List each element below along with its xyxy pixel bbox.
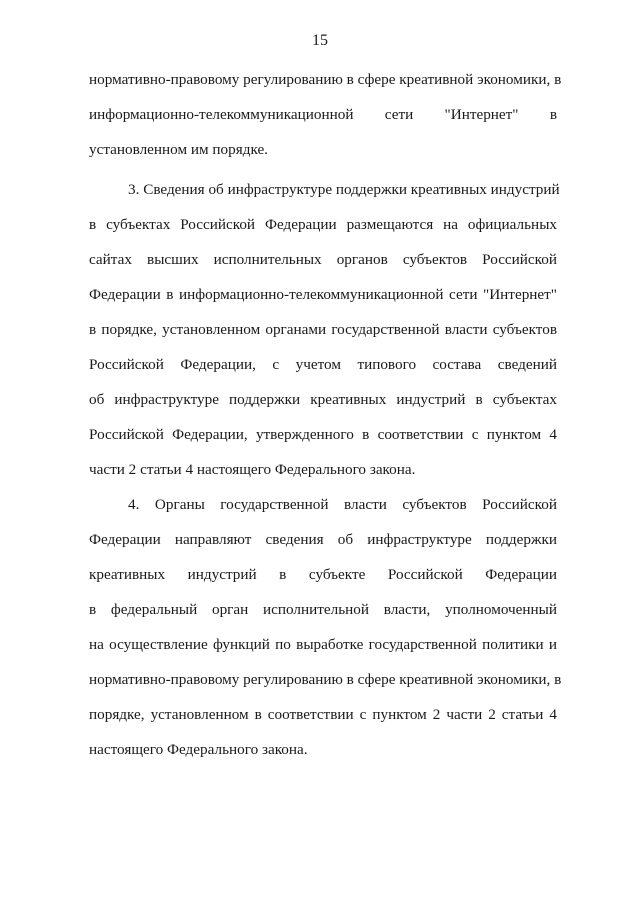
text-line: нормативно-правовому регулированию в сфере креативной экономики, в	[89, 71, 562, 88]
text-line: сайтах высших исполнительных органов субъектов Российской	[89, 251, 557, 268]
text-line: Федерации направляют сведения об инфраструктуре поддержки	[89, 531, 557, 548]
text-line: об инфраструктуре поддержки креативных индустрий в субъектах	[89, 391, 557, 408]
text-line: в порядке, установленном органами государственной власти субъектов	[89, 321, 557, 338]
text-line: настоящего Федерального закона.	[89, 741, 308, 758]
text-line: Федерации в информационно-телекоммуникационной сети "Интернет"	[89, 286, 557, 303]
text-line: в федеральный орган исполнительной власти, уполномоченный	[89, 601, 557, 618]
text-line: Российской Федерации, с учетом типового состава сведений	[89, 356, 557, 373]
paragraph-3-first-line: 3. Сведения об инфраструктуре поддержки креативных индустрий	[128, 181, 560, 198]
text-line: в субъектах Российской Федерации размещаются на официальных	[89, 216, 557, 233]
text-line: нормативно-правовому регулированию в сфере креативной экономики, в	[89, 671, 562, 688]
text-line: на осуществление функций по выработке государственной политики и	[89, 636, 557, 653]
text-line: креативных индустрий в субъекте Российской Федерации	[89, 566, 557, 583]
paragraph-4-first-line: 4. Органы государственной власти субъектов Российской	[128, 496, 557, 513]
text-line: порядке, установленном в соответствии с пунктом 2 части 2 статьи 4	[89, 706, 557, 723]
page-number: 15	[312, 32, 328, 49]
text-line: части 2 статьи 4 настоящего Федерального закона.	[89, 461, 416, 478]
text-line: информационно-телекоммуникационной сети "Интернет" в	[89, 106, 557, 123]
text-line: установленном им порядке.	[89, 141, 268, 158]
text-line: Российской Федерации, утвержденного в соответствии с пунктом 4	[89, 426, 557, 443]
